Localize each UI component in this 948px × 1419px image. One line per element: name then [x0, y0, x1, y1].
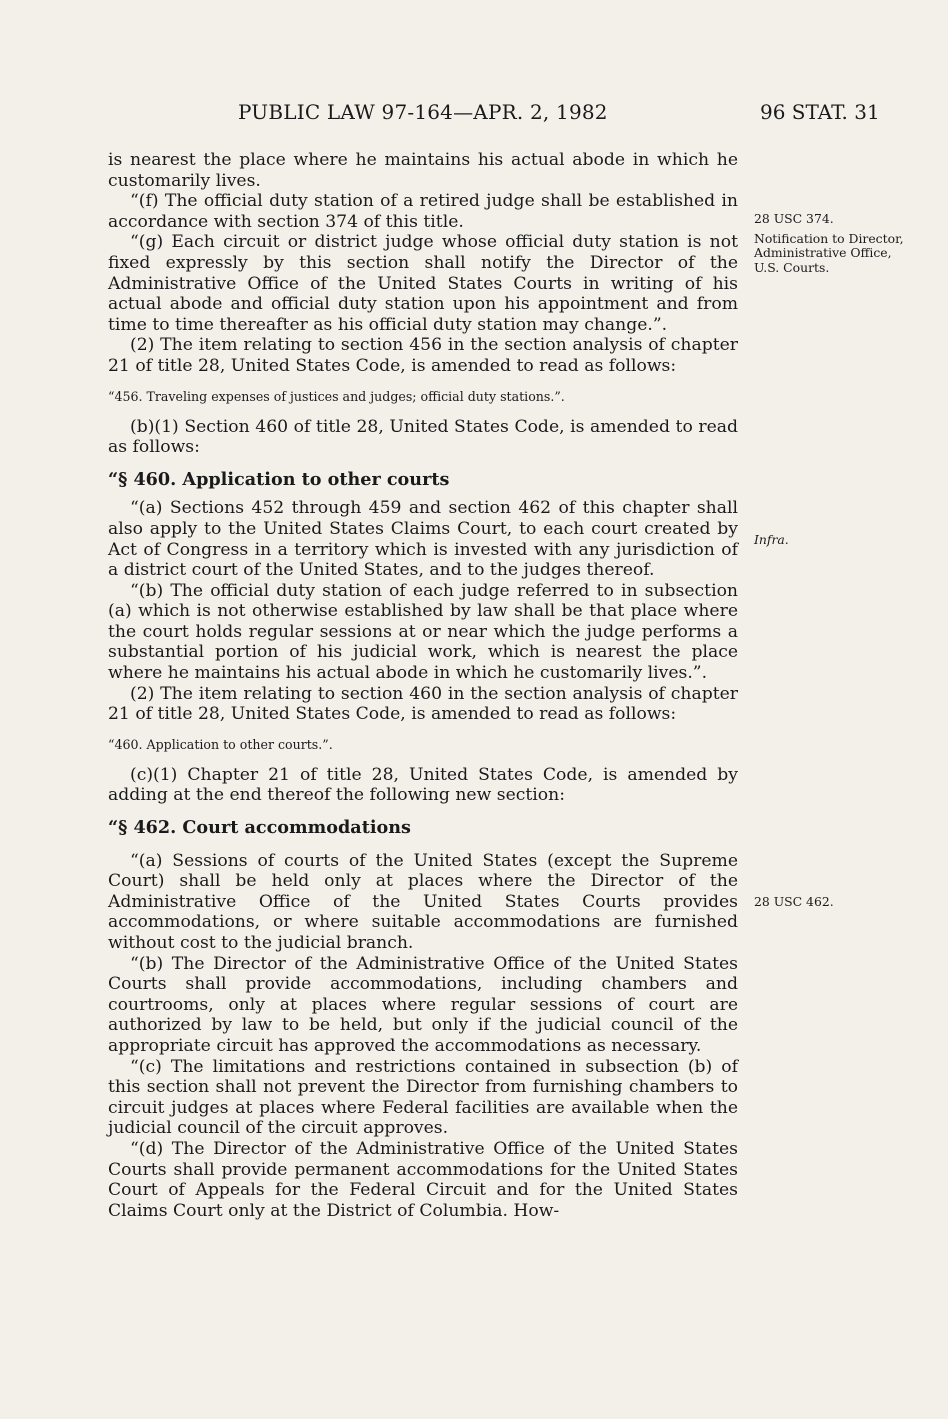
paragraph: is nearest the place where he maintains his actual abode in which he customarily lives.	[108, 150, 738, 191]
statute-body	[108, 150, 738, 1221]
paragraph: “(f) The official duty station of a retired judge shall be established in accordance with section 374 of this title.	[108, 191, 738, 232]
paragraph: “(a) Sessions of courts of the United States (except the Supreme Court) shall be held only at places where the Director of the Administrative Office of the United States Courts provides accommodations, or where suitable accommodations are furnished without cost to the judicial branch.	[108, 850, 738, 953]
margin-note-notification: Notification to Director, Administrative Office, U.S. Courts.	[754, 231, 904, 275]
paragraph: “(b) The official duty station of each judge referred to in subsection (a) which is not otherwise established by law shall be that place where the court holds regular sessions at or near which the judge performs a substantial portion of his judicial work, which is nearest the place where he maintains his actual abode in which he customarily lives.”.	[108, 580, 738, 684]
analysis-item: “460. Application to other courts.”.	[108, 736, 333, 752]
paragraph: “(c) The limitations and restrictions contained in subsection (b) of this section shall not prevent the Director from furnishing chambers to circuit judges at places where Federal facilities are available when the judicial council of the circuit approves.	[108, 1056, 738, 1139]
paragraph: (2) The item relating to section 456 in the section analysis of chapter 21 of title 28, United States Code, is amended to read as follows:	[108, 335, 738, 376]
paragraph: “(b) The Director of the Administrative Office of the United States Courts shall provide accommodations, including chambers and courtrooms, only at places where regular sessions of court are authorized by law to be held, but only if the judicial council of the appropriate circuit has approved the accommodations as necessary.	[108, 953, 738, 1056]
analysis-item: “456. Traveling expenses of justices and judges; official duty stations.”.	[108, 388, 565, 404]
margin-note-28-usc-374: 28 USC 374.	[754, 211, 834, 226]
paragraph: “(d) The Director of the Administrative Office of the United States Courts shall provide permanent accommodations for the United States Court of Appeals for the Federal Circuit and for the United States Claims Court only at the District of Columbia. How-	[108, 1138, 738, 1221]
margin-note-28-usc-462: 28 USC 462.	[754, 894, 834, 909]
paragraph: (c)(1) Chapter 21 of title 28, United States Code, is amended by adding at the end thereof the following new section:	[108, 764, 738, 806]
paragraph: “(a) Sections 452 through 459 and section 462 of this chapter shall also apply to the United States Claims Court, to each court created by Act of Congress in a territory which is invested with any jurisdiction of a district court of the United States, and to the judges thereof.	[108, 498, 738, 581]
running-header-stat: 96 STAT. 31	[760, 100, 880, 124]
running-header-title: PUBLIC LAW 97-164—APR. 2, 1982	[238, 100, 608, 124]
margin-note-infra: Infra.	[754, 532, 789, 547]
section-heading-462: “§ 462. Court accommodations	[108, 817, 411, 839]
paragraph: (2) The item relating to section 460 in the section analysis of chapter 21 of title 28, United States Code, is amended to read as follows:	[108, 683, 738, 725]
section-heading-460: “§ 460. Application to other courts	[108, 468, 450, 490]
paragraph: “(g) Each circuit or district judge whose official duty station is not fixed expressly by this section shall notify the Director of the Administrative Office of the United States Courts in writing of his actual abode and official duty station upon his appointment and from time to time thereafter as his official duty station may change.”.	[108, 232, 738, 335]
paragraph: (b)(1) Section 460 of title 28, United States Code, is amended to read as follows:	[108, 416, 738, 458]
